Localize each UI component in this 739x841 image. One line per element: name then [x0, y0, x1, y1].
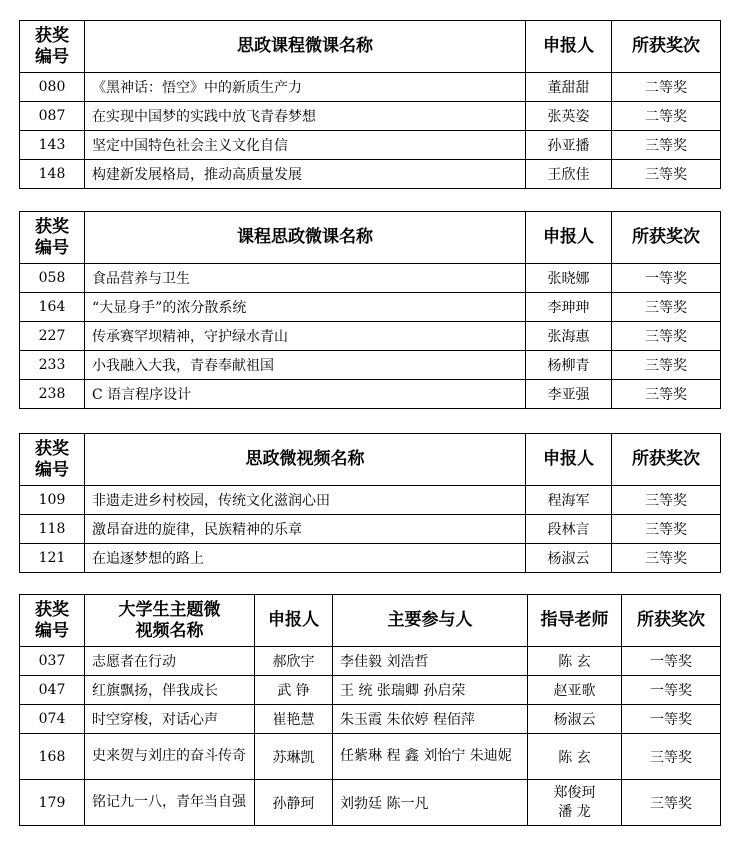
table-row	[20, 734, 721, 780]
cell-applicant: 崔艳慧	[255, 705, 333, 734]
cell-number: 121	[20, 544, 85, 573]
cell-applicant: 程海军	[526, 486, 612, 515]
cell-number: 037	[20, 647, 85, 676]
table-student-theme-micro-video	[19, 594, 721, 826]
cell-title: 小我融入大我，青春奉献祖国	[85, 351, 526, 380]
cell-award: 三等奖	[612, 351, 721, 380]
cell-advisor: 陈 玄	[528, 734, 622, 780]
cell-number: 227	[20, 322, 85, 351]
cell-title: 食品营养与卫生	[85, 264, 526, 293]
cell-award: 一等奖	[612, 264, 721, 293]
cell-title: 坚定中国特色社会主义文化自信	[85, 131, 526, 160]
cell-number: 074	[20, 705, 85, 734]
table-header-row	[20, 21, 721, 73]
cell-number: 118	[20, 515, 85, 544]
cell-award: 三等奖	[612, 544, 721, 573]
cell-number: 087	[20, 102, 85, 131]
header-applicant: 申报人	[526, 212, 612, 264]
header-applicant: 申报人	[255, 595, 333, 647]
cell-award: 一等奖	[622, 676, 721, 705]
cell-award: 三等奖	[612, 293, 721, 322]
cell-applicant: 段林言	[526, 515, 612, 544]
cell-advisor: 郑俊珂 潘 龙	[528, 780, 622, 826]
cell-title: C 语言程序设计	[85, 380, 526, 409]
cell-title: 激昂奋进的旋律，民族精神的乐章	[85, 515, 526, 544]
table-row	[20, 647, 721, 676]
cell-title: 在实现中国梦的实践中放飞青春梦想	[85, 102, 526, 131]
cell-award: 三等奖	[622, 734, 721, 780]
table-row	[20, 131, 721, 160]
table-row	[20, 544, 721, 573]
table-row	[20, 705, 721, 734]
table-sizheng-course-micro	[19, 20, 721, 189]
cell-applicant: 杨柳青	[526, 351, 612, 380]
cell-number: 233	[20, 351, 85, 380]
table-course-sizheng-micro	[19, 211, 721, 409]
cell-number: 109	[20, 486, 85, 515]
header-title: 思政微视频名称	[85, 434, 526, 486]
header-award-level: 所获奖次	[612, 434, 721, 486]
cell-award: 三等奖	[612, 160, 721, 189]
cell-award: 三等奖	[612, 486, 721, 515]
cell-award: 三等奖	[612, 322, 721, 351]
cell-title: 传承赛罕坝精神，守护绿水青山	[85, 322, 526, 351]
cell-applicant: 孙亚播	[526, 131, 612, 160]
cell-applicant: 王欣佳	[526, 160, 612, 189]
header-title: 课程思政微课名称	[85, 212, 526, 264]
header-advisor: 指导老师	[528, 595, 622, 647]
cell-number: 080	[20, 73, 85, 102]
table-row	[20, 293, 721, 322]
cell-applicant: 李珅珅	[526, 293, 612, 322]
cell-award: 三等奖	[612, 131, 721, 160]
cell-title: 时空穿梭，对话心声	[85, 705, 255, 734]
cell-applicant: 张海惠	[526, 322, 612, 351]
cell-applicant: 孙静珂	[255, 780, 333, 826]
cell-award: 三等奖	[612, 380, 721, 409]
cell-participants: 任紫琳 程 鑫 刘怡宁 朱迪妮	[333, 734, 528, 780]
header-title: 思政课程微课名称	[85, 21, 526, 73]
table-header-row	[20, 434, 721, 486]
cell-title: 铭记九一八，青年当自强	[85, 780, 255, 826]
cell-applicant: 苏琳凯	[255, 734, 333, 780]
cell-title: 《黑神话：悟空》中的新质生产力	[85, 73, 526, 102]
cell-award: 二等奖	[612, 73, 721, 102]
cell-number: 058	[20, 264, 85, 293]
header-award-number: 获奖编号	[20, 595, 85, 647]
cell-advisor: 赵亚歌	[528, 676, 622, 705]
cell-participants: 朱玉霞 朱依婷 程佰萍	[333, 705, 528, 734]
cell-title: 红旗飘扬，伴我成长	[85, 676, 255, 705]
cell-applicant: 郝欣宇	[255, 647, 333, 676]
header-title: 大学生主题微视频名称	[85, 595, 255, 647]
cell-participants: 李佳毅 刘浩哲	[333, 647, 528, 676]
table-row	[20, 322, 721, 351]
cell-number: 143	[20, 131, 85, 160]
table-row	[20, 160, 721, 189]
table-row	[20, 676, 721, 705]
table-row	[20, 486, 721, 515]
header-award-number: 获奖编号	[20, 21, 85, 73]
cell-award: 三等奖	[612, 515, 721, 544]
cell-applicant: 张晓娜	[526, 264, 612, 293]
table-row	[20, 515, 721, 544]
cell-advisor: 陈 玄	[528, 647, 622, 676]
table-row	[20, 73, 721, 102]
table-row	[20, 380, 721, 409]
cell-applicant: 张英姿	[526, 102, 612, 131]
cell-applicant: 董甜甜	[526, 73, 612, 102]
header-award-level: 所获奖次	[612, 21, 721, 73]
header-award-number: 获奖编号	[20, 434, 85, 486]
header-applicant: 申报人	[526, 21, 612, 73]
cell-number: 164	[20, 293, 85, 322]
cell-participants: 刘勃廷 陈一凡	[333, 780, 528, 826]
table-row	[20, 780, 721, 826]
cell-title: 非遗走进乡村校园，传统文化滋润心田	[85, 486, 526, 515]
cell-award: 二等奖	[612, 102, 721, 131]
cell-number: 047	[20, 676, 85, 705]
cell-applicant: 武 铮	[255, 676, 333, 705]
cell-number: 238	[20, 380, 85, 409]
cell-advisor: 杨淑云	[528, 705, 622, 734]
cell-title: 在追逐梦想的路上	[85, 544, 526, 573]
cell-title: 志愿者在行动	[85, 647, 255, 676]
cell-number: 179	[20, 780, 85, 826]
table-row	[20, 102, 721, 131]
cell-number: 168	[20, 734, 85, 780]
table-row	[20, 351, 721, 380]
table-header-row	[20, 595, 721, 647]
header-applicant: 申报人	[526, 434, 612, 486]
header-award-level: 所获奖次	[612, 212, 721, 264]
cell-title: 史来贺与刘庄的奋斗传奇	[85, 734, 255, 780]
cell-number: 148	[20, 160, 85, 189]
table-sizheng-micro-video	[19, 433, 721, 573]
cell-title: “大显身手”的浓分散系统	[85, 293, 526, 322]
header-participants: 主要参与人	[333, 595, 528, 647]
header-award-number: 获奖编号	[20, 212, 85, 264]
header-award-level: 所获奖次	[622, 595, 721, 647]
table-header-row	[20, 212, 721, 264]
cell-award: 一等奖	[622, 647, 721, 676]
table-row	[20, 264, 721, 293]
cell-applicant: 杨淑云	[526, 544, 612, 573]
cell-participants: 王 统 张瑞卿 孙启荣	[333, 676, 528, 705]
cell-award: 一等奖	[622, 705, 721, 734]
cell-award: 三等奖	[622, 780, 721, 826]
cell-title: 构建新发展格局，推动高质量发展	[85, 160, 526, 189]
cell-applicant: 李亚强	[526, 380, 612, 409]
